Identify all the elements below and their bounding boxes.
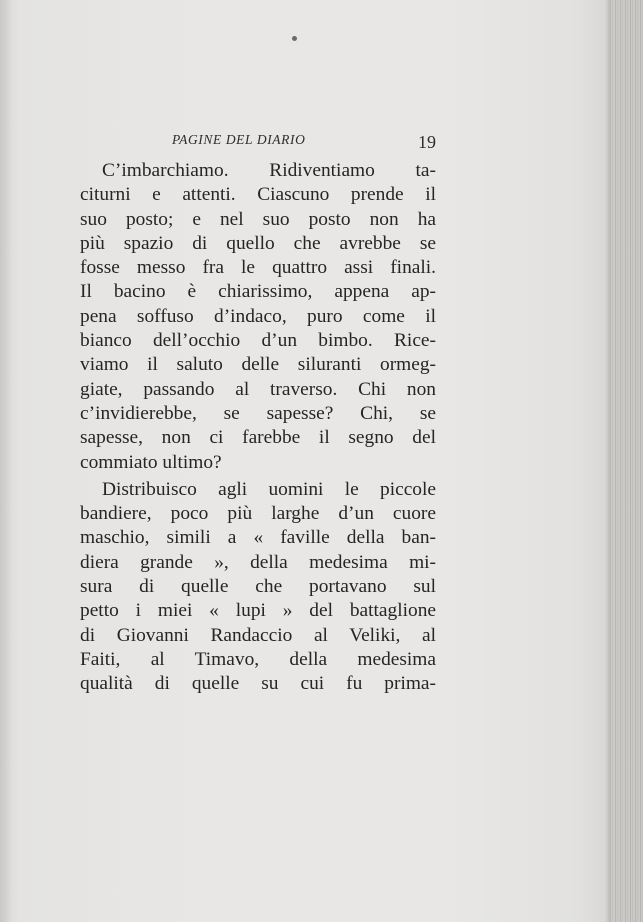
text-line: più spazio di quello che avrebbe se bbox=[80, 232, 436, 254]
text-line: bianco dell’occhio d’un bimbo. Rice- bbox=[80, 330, 436, 352]
text-line: commiato ultimo? bbox=[80, 451, 222, 473]
text-line: diera grande », della medesima mi- bbox=[80, 551, 436, 573]
text-line: C’imbarchiamo. Ridiventiamo ta- bbox=[102, 160, 436, 181]
body-text bbox=[80, 159, 436, 697]
text-line: maschio, simili a « faville della ban- bbox=[80, 527, 436, 549]
running-title: PAGINE DEL DIARIO bbox=[172, 132, 306, 147]
text-line: giate, passando al traverso. Chi non bbox=[80, 378, 436, 400]
text-line: fosse messo fra le quattro assi finali. bbox=[80, 257, 436, 279]
text-line: citurni e attenti. Ciascuno prende il bbox=[80, 184, 436, 206]
page-header bbox=[80, 128, 436, 158]
text-line: Faiti, al Timavo, della medesima bbox=[80, 648, 436, 670]
text-line: petto i miei « lupi » del battaglione bbox=[80, 600, 436, 622]
text-line: pena soffuso d’indaco, puro come il bbox=[80, 305, 436, 327]
text-line: viamo il saluto delle siluranti ormeg- bbox=[80, 354, 436, 376]
paper-speck bbox=[292, 36, 297, 41]
text-line: sapesse, non ci farebbe il segno del bbox=[80, 427, 436, 449]
text-line: qualità di quelle su cui fu prima- bbox=[80, 673, 436, 695]
text-line: bandiere, poco più larghe d’un cuore bbox=[80, 503, 436, 525]
text-line: di Giovanni Randaccio al Veliki, al bbox=[80, 624, 436, 646]
page-gutter-shadow bbox=[0, 0, 12, 922]
text-line: Distribuisco agli uomini le piccole bbox=[102, 478, 436, 500]
text-line: suo posto; e nel suo posto non ha bbox=[80, 208, 436, 230]
page-number: 19 bbox=[418, 132, 436, 152]
text-line: c’invidierebbe, se sapesse? Chi, se bbox=[80, 402, 436, 424]
book-page-edges bbox=[611, 0, 643, 922]
text-line: sura di quelle che portavano sul bbox=[80, 576, 436, 598]
text-line: Il bacino è chiarissimo, appena ap- bbox=[80, 281, 436, 303]
